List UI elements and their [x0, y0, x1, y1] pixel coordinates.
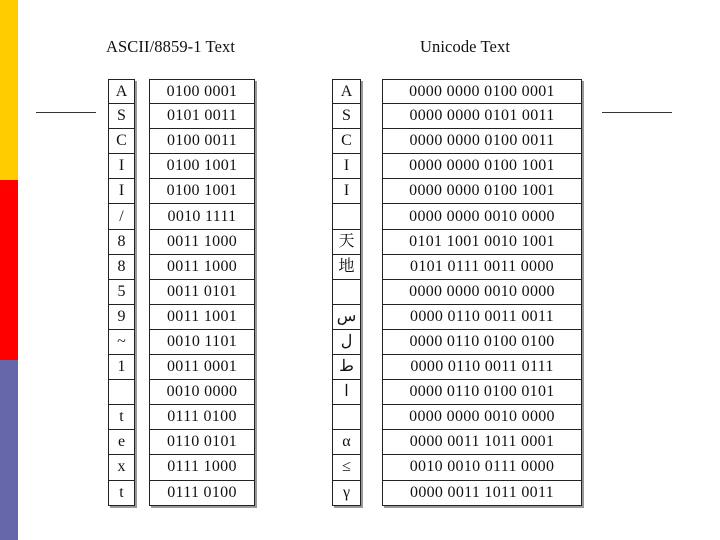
ascii-char-cell: 1	[108, 355, 135, 380]
ascii-code-cell: 0111 0100	[149, 481, 255, 506]
unicode-code-cell: 0000 0000 0010 0000	[382, 405, 582, 430]
unicode-code-cell: 0000 0110 0011 0111	[382, 355, 582, 380]
ascii-code-cell: 0010 1111	[149, 204, 255, 229]
ascii-char-cell: 9	[108, 305, 135, 330]
ascii-char-cell: I	[108, 179, 135, 204]
ascii-code-cell: 0011 1000	[149, 230, 255, 255]
unicode-code-cell: 0101 1001 0010 1001	[382, 230, 582, 255]
ascii-char-cell: /	[108, 204, 135, 229]
unicode-code-cell: 0000 0000 0010 0000	[382, 204, 582, 229]
unicode-char-cell	[332, 405, 361, 430]
unicode-code-cell: 0010 0010 0111 0000	[382, 455, 582, 480]
left-rule	[36, 112, 96, 113]
unicode-code-cell: 0000 0000 0100 0001	[382, 79, 582, 104]
ascii-char-cell: ~	[108, 330, 135, 355]
unicode-code-cell: 0000 0110 0100 0101	[382, 380, 582, 405]
ascii-code-cell: 0111 1000	[149, 455, 255, 480]
unicode-code-cell: 0000 0000 0100 1001	[382, 154, 582, 179]
ascii-code-cell: 0011 0101	[149, 280, 255, 305]
unicode-char-cell: س	[332, 305, 361, 330]
ascii-code-cell: 0010 0000	[149, 380, 255, 405]
unicode-char-cell: I	[332, 154, 361, 179]
unicode-char-cell: ا	[332, 380, 361, 405]
ascii-code-cell: 0010 1101	[149, 330, 255, 355]
unicode-code-column	[382, 79, 582, 506]
ascii-char-cell: x	[108, 455, 135, 480]
right-rule	[602, 112, 672, 113]
ascii-code-cell: 0100 1001	[149, 154, 255, 179]
unicode-char-cell: 天	[332, 230, 361, 255]
unicode-code-cell: 0000 0110 0011 0011	[382, 305, 582, 330]
ascii-char-cell: 8	[108, 230, 135, 255]
unicode-char-cell: ل	[332, 330, 361, 355]
ascii-char-cell: t	[108, 405, 135, 430]
unicode-code-cell: 0000 0000 0100 1001	[382, 179, 582, 204]
ascii-code-column	[149, 79, 255, 506]
ascii-char-cell: A	[108, 79, 135, 104]
ascii-char-cell: e	[108, 430, 135, 455]
unicode-heading: Unicode Text	[420, 37, 511, 56]
unicode-code-cell: 0000 0000 0101 0011	[382, 104, 582, 129]
unicode-code-cell: 0000 0011 1011 0011	[382, 481, 582, 506]
unicode-char-cell: A	[332, 79, 361, 104]
unicode-code-cell: 0000 0110 0100 0100	[382, 330, 582, 355]
ascii-char-cell: I	[108, 154, 135, 179]
unicode-char-cell	[332, 280, 361, 305]
ascii-char-cell: 5	[108, 280, 135, 305]
ascii-code-cell: 0111 0100	[149, 405, 255, 430]
unicode-char-column	[332, 79, 361, 506]
ascii-code-cell: 0100 0011	[149, 129, 255, 154]
unicode-char-cell: C	[332, 129, 361, 154]
unicode-char-cell: α	[332, 430, 361, 455]
unicode-code-cell: 0000 0011 1011 0001	[382, 430, 582, 455]
stripe-red	[0, 180, 18, 360]
ascii-char-cell: C	[108, 129, 135, 154]
unicode-char-cell	[332, 204, 361, 229]
unicode-code-cell: 0000 0000 0100 0011	[382, 129, 582, 154]
unicode-char-cell: ط	[332, 355, 361, 380]
ascii-code-cell: 0100 0001	[149, 79, 255, 104]
ascii-code-cell: 0011 0001	[149, 355, 255, 380]
ascii-heading: ASCII/8859-1 Text	[106, 37, 236, 56]
unicode-char-cell: S	[332, 104, 361, 129]
unicode-char-cell: I	[332, 179, 361, 204]
ascii-code-cell: 0101 0011	[149, 104, 255, 129]
unicode-char-cell: ≤	[332, 455, 361, 480]
ascii-char-cell	[108, 380, 135, 405]
ascii-char-column	[108, 79, 135, 506]
unicode-code-cell: 0000 0000 0010 0000	[382, 280, 582, 305]
ascii-char-cell: S	[108, 104, 135, 129]
ascii-code-cell: 0100 1001	[149, 179, 255, 204]
stripe-purple	[0, 360, 18, 540]
ascii-char-cell: t	[108, 481, 135, 506]
stripe-yellow	[0, 0, 18, 180]
ascii-char-cell: 8	[108, 255, 135, 280]
unicode-char-cell: 地	[332, 255, 361, 280]
unicode-char-cell: γ	[332, 481, 361, 506]
ascii-code-cell: 0011 1000	[149, 255, 255, 280]
ascii-code-cell: 0110 0101	[149, 430, 255, 455]
unicode-code-cell: 0101 0111 0011 0000	[382, 255, 582, 280]
ascii-code-cell: 0011 1001	[149, 305, 255, 330]
